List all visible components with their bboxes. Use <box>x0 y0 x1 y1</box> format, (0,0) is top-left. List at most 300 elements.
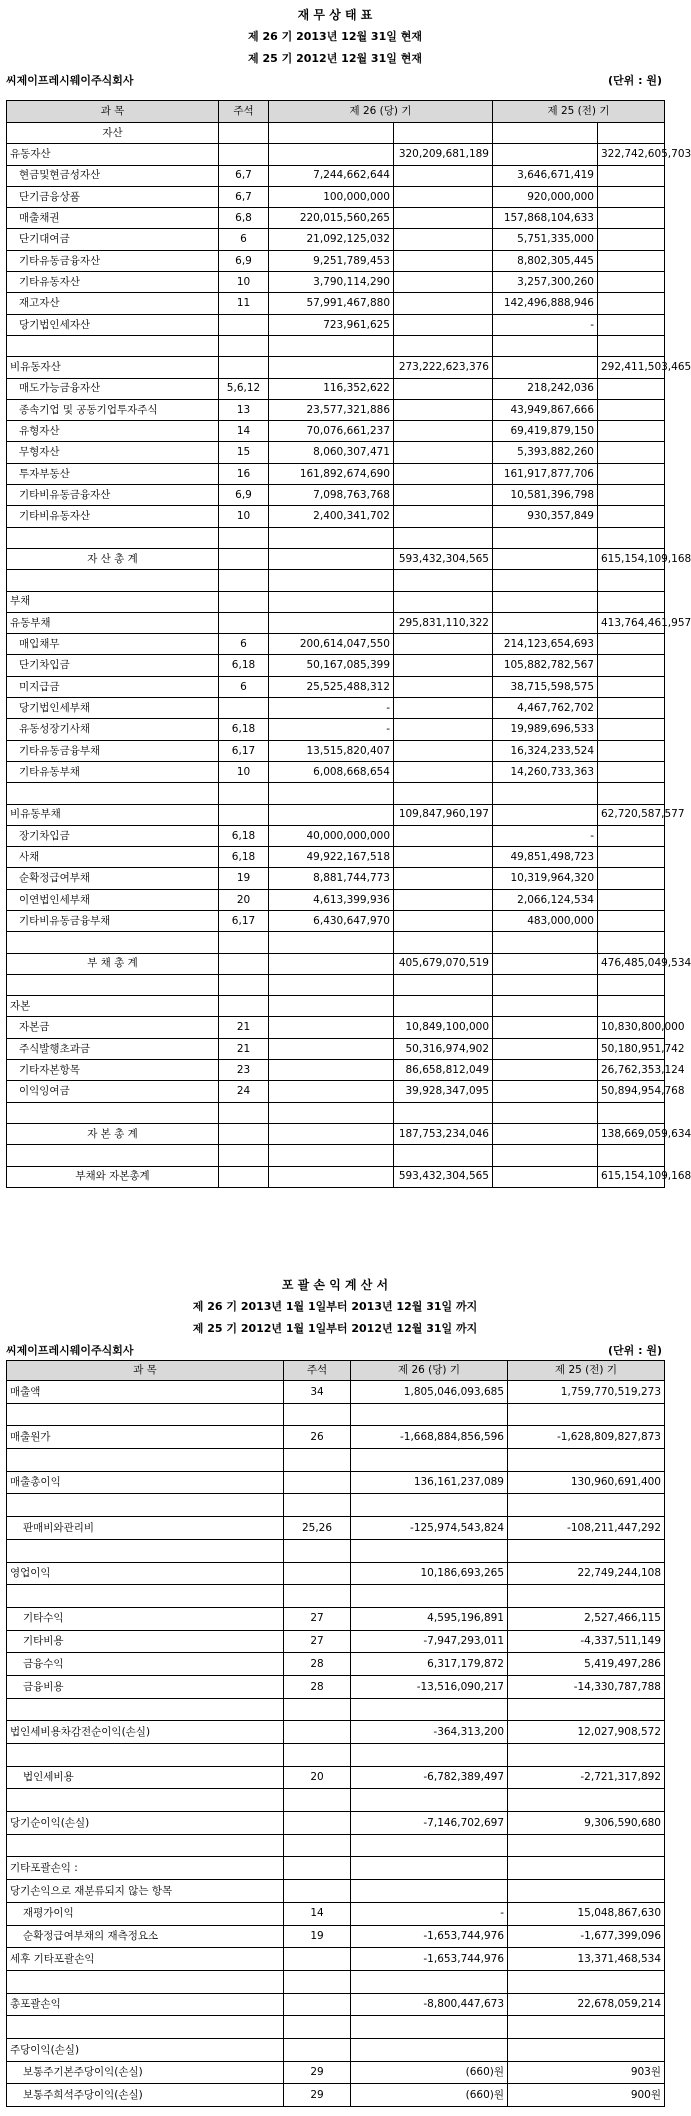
prior-period-amount: - <box>493 314 598 335</box>
prior-period-amount <box>598 719 665 740</box>
prior-period-amount <box>493 612 598 633</box>
current-period-amount <box>269 357 394 378</box>
note-ref <box>284 1880 351 1903</box>
balance-sheet-company: 씨제이프레시웨이주식회사 <box>6 74 134 87</box>
prior-period-amount <box>493 932 598 953</box>
note-ref <box>219 591 269 612</box>
current-period-amount <box>394 527 493 548</box>
prior-period-amount <box>508 2038 665 2061</box>
table-row <box>7 591 665 612</box>
account-name: 비유동부채 <box>7 804 219 825</box>
prior-period-amount <box>598 996 665 1017</box>
table-row <box>7 974 665 995</box>
account-name <box>7 1834 284 1857</box>
income-statement-table <box>6 1360 665 2107</box>
current-period-amount: 7,244,662,644 <box>269 165 394 186</box>
current-period-amount <box>394 847 493 868</box>
prior-period-amount <box>508 1698 665 1721</box>
note-ref <box>284 1744 351 1767</box>
current-period-amount: 116,352,622 <box>269 378 394 399</box>
note-ref <box>219 698 269 719</box>
prior-period-amount <box>508 2016 665 2039</box>
current-period-amount: -8,800,447,673 <box>351 1993 508 2016</box>
current-period-amount: - <box>269 719 394 740</box>
current-period-amount: 57,991,467,880 <box>269 293 394 314</box>
account-name: 매출액 <box>7 1381 284 1404</box>
current-period-amount: 405,679,070,519 <box>394 953 493 974</box>
current-period-amount: 100,000,000 <box>269 186 394 207</box>
note-ref: 6,17 <box>219 910 269 931</box>
note-ref <box>219 123 269 144</box>
account-name <box>7 1403 284 1426</box>
note-ref <box>284 1403 351 1426</box>
prior-period-amount <box>508 1834 665 1857</box>
current-period-amount <box>394 229 493 250</box>
note-ref <box>284 1834 351 1857</box>
note-ref: 6,18 <box>219 655 269 676</box>
note-ref: 10 <box>219 506 269 527</box>
current-period-amount <box>394 655 493 676</box>
account-name: 법인세비용차감전순이익(손실) <box>7 1721 284 1744</box>
current-period-amount: 6,008,668,654 <box>269 761 394 782</box>
note-ref <box>219 335 269 356</box>
note-ref: 29 <box>284 2061 351 2084</box>
table-row <box>7 676 665 697</box>
current-period-amount: 109,847,960,197 <box>394 804 493 825</box>
current-period-amount: 4,595,196,891 <box>351 1607 508 1630</box>
account-name <box>7 570 219 591</box>
prior-period-amount: - <box>493 825 598 846</box>
table-row <box>7 1517 665 1540</box>
note-ref <box>219 1123 269 1144</box>
current-period-amount <box>269 804 394 825</box>
note-ref <box>219 527 269 548</box>
note-ref: 6,7 <box>219 186 269 207</box>
income-statement-title: 포 괄 손 익 계 산 서 <box>281 1278 389 1292</box>
note-ref: 6 <box>219 229 269 250</box>
note-ref: 13 <box>219 399 269 420</box>
col-header-account: 과 목 <box>7 1361 284 1381</box>
note-ref: 23 <box>219 1060 269 1081</box>
current-period-amount <box>351 1403 508 1426</box>
current-period-amount: 6,317,179,872 <box>351 1653 508 1676</box>
prior-period-amount: 14,260,733,363 <box>493 761 598 782</box>
prior-period-amount <box>598 1145 665 1166</box>
col-header-prior-period: 제 25 (전) 기 <box>508 1361 665 1381</box>
current-period-amount <box>394 442 493 463</box>
current-period-amount <box>269 996 394 1017</box>
current-period-amount <box>394 570 493 591</box>
account-name: 유동성장기사채 <box>7 719 219 740</box>
note-ref: 6,17 <box>219 740 269 761</box>
current-period-amount <box>351 1494 508 1517</box>
income-statement-period-current: 제 26 기 2013년 1월 1일부터 2013년 12월 31일 까지 <box>192 1300 478 1313</box>
current-period-amount <box>269 123 394 144</box>
current-period-amount <box>394 272 493 293</box>
current-period-amount <box>394 868 493 889</box>
account-name: 단기대여금 <box>7 229 219 250</box>
current-period-amount <box>269 1038 394 1059</box>
table-row <box>7 1789 665 1812</box>
prior-period-amount: 2,066,124,534 <box>493 889 598 910</box>
prior-period-amount <box>508 1539 665 1562</box>
prior-period-amount <box>598 250 665 271</box>
table-row <box>7 761 665 782</box>
account-name: 재평가이익 <box>7 1902 284 1925</box>
note-ref: 20 <box>219 889 269 910</box>
table-row <box>7 1166 665 1187</box>
table-row <box>7 293 665 314</box>
table-row <box>7 463 665 484</box>
table-row <box>7 421 665 442</box>
current-period-amount <box>269 335 394 356</box>
account-name <box>7 1102 219 1123</box>
table-row <box>7 506 665 527</box>
prior-period-amount: 2,527,466,115 <box>508 1607 665 1630</box>
current-period-amount <box>394 1145 493 1166</box>
current-period-amount: 187,753,234,046 <box>394 1123 493 1144</box>
note-ref <box>284 2038 351 2061</box>
note-ref <box>219 932 269 953</box>
prior-period-amount <box>598 378 665 399</box>
current-period-amount <box>351 1789 508 1812</box>
account-name <box>7 974 219 995</box>
table-row <box>7 1381 665 1404</box>
prior-period-amount <box>493 783 598 804</box>
table-row <box>7 1857 665 1880</box>
current-period-amount <box>269 1102 394 1123</box>
table-row <box>7 1449 665 1472</box>
balance-sheet-unit: (단위 : 원) <box>608 74 662 87</box>
table-row <box>7 1970 665 1993</box>
table-row <box>7 1494 665 1517</box>
current-period-amount <box>394 719 493 740</box>
note-ref: 28 <box>284 1653 351 1676</box>
account-name: 기타유동부채 <box>7 761 219 782</box>
prior-period-amount: 900원 <box>508 2084 665 2107</box>
prior-period-amount <box>493 1166 598 1187</box>
account-name <box>7 2016 284 2039</box>
prior-period-amount: 920,000,000 <box>493 186 598 207</box>
account-name: 유형자산 <box>7 421 219 442</box>
current-period-amount: 136,161,237,089 <box>351 1471 508 1494</box>
current-period-amount <box>269 570 394 591</box>
table-row <box>7 314 665 335</box>
note-ref <box>284 1857 351 1880</box>
account-name: 자산 <box>7 123 219 144</box>
current-period-amount <box>394 335 493 356</box>
account-name: 투자부동산 <box>7 463 219 484</box>
account-name: 자본금 <box>7 1017 219 1038</box>
account-name: 사채 <box>7 847 219 868</box>
prior-period-amount <box>493 144 598 165</box>
table-row <box>7 250 665 271</box>
prior-period-amount <box>493 1060 598 1081</box>
current-period-amount: 8,881,744,773 <box>269 868 394 889</box>
current-period-amount <box>269 1145 394 1166</box>
prior-period-amount: 476,485,049,534 <box>598 953 665 974</box>
prior-period-amount <box>598 293 665 314</box>
note-ref <box>219 974 269 995</box>
prior-period-amount <box>598 676 665 697</box>
account-name: 기타유동금융부채 <box>7 740 219 761</box>
account-name: 단기금융상품 <box>7 186 219 207</box>
current-period-amount: 4,613,399,936 <box>269 889 394 910</box>
current-period-amount <box>394 932 493 953</box>
current-period-amount: 593,432,304,565 <box>394 548 493 569</box>
current-period-amount <box>394 123 493 144</box>
prior-period-amount <box>598 1102 665 1123</box>
current-period-amount: -125,974,543,824 <box>351 1517 508 1540</box>
col-header-note: 주석 <box>284 1361 351 1381</box>
table-row <box>7 570 665 591</box>
account-name: 미지급금 <box>7 676 219 697</box>
current-period-amount <box>394 485 493 506</box>
income-statement-period-prior: 제 25 기 2012년 1월 1일부터 2012년 12월 31일 까지 <box>192 1322 478 1335</box>
prior-period-amount: 157,868,104,633 <box>493 208 598 229</box>
prior-period-amount <box>598 463 665 484</box>
current-period-amount <box>269 527 394 548</box>
table-row <box>7 272 665 293</box>
current-period-amount <box>269 953 394 974</box>
note-ref: 11 <box>219 293 269 314</box>
prior-period-amount <box>493 335 598 356</box>
note-ref: 25,26 <box>284 1517 351 1540</box>
note-ref <box>284 1993 351 2016</box>
account-name: 단기차입금 <box>7 655 219 676</box>
account-name: 재고자산 <box>7 293 219 314</box>
prior-period-amount <box>493 1038 598 1059</box>
current-period-amount: 320,209,681,189 <box>394 144 493 165</box>
income-statement-company: 씨제이프레시웨이주식회사 <box>6 1344 134 1357</box>
current-period-amount: 70,076,661,237 <box>269 421 394 442</box>
prior-period-amount: 50,894,954,768 <box>598 1081 665 1102</box>
account-name: 유동자산 <box>7 144 219 165</box>
current-period-amount <box>394 634 493 655</box>
current-period-amount: 50,316,974,902 <box>394 1038 493 1059</box>
account-name: 판매비와관리비 <box>7 1517 284 1540</box>
prior-period-amount: 22,678,059,214 <box>508 1993 665 2016</box>
current-period-amount: 220,015,560,265 <box>269 208 394 229</box>
current-period-amount: 161,892,674,690 <box>269 463 394 484</box>
current-period-amount: 7,098,763,768 <box>269 485 394 506</box>
prior-period-amount <box>493 123 598 144</box>
table-row <box>7 740 665 761</box>
current-period-amount <box>394 761 493 782</box>
table-row <box>7 2061 665 2084</box>
current-period-amount <box>394 698 493 719</box>
prior-period-amount: 130,960,691,400 <box>508 1471 665 1494</box>
prior-period-amount <box>598 506 665 527</box>
current-period-amount: - <box>351 1902 508 1925</box>
prior-period-amount <box>598 825 665 846</box>
current-period-amount <box>394 740 493 761</box>
prior-period-amount <box>493 1017 598 1038</box>
balance-sheet-period-prior: 제 25 기 2012년 12월 31일 현재 <box>248 52 422 65</box>
current-period-amount: (660)원 <box>351 2061 508 2084</box>
prior-period-amount <box>598 634 665 655</box>
prior-period-amount <box>598 442 665 463</box>
table-row <box>7 485 665 506</box>
current-period-amount <box>269 591 394 612</box>
account-name: 기타비유동금융자산 <box>7 485 219 506</box>
prior-period-amount: 413,764,461,957 <box>598 612 665 633</box>
account-name: 장기차입금 <box>7 825 219 846</box>
table-row <box>7 1471 665 1494</box>
current-period-amount <box>351 1449 508 1472</box>
note-ref <box>284 1970 351 1993</box>
balance-sheet-title: 재 무 상 태 표 <box>297 8 373 22</box>
prior-period-amount <box>493 357 598 378</box>
prior-period-amount: 10,830,800,000 <box>598 1017 665 1038</box>
account-name: 자 산 총 계 <box>7 548 219 569</box>
account-name: 매출총이익 <box>7 1471 284 1494</box>
account-name: 금융수익 <box>7 1653 284 1676</box>
current-period-amount <box>394 250 493 271</box>
table-row <box>7 1607 665 1630</box>
account-name <box>7 1145 219 1166</box>
prior-period-amount <box>493 974 598 995</box>
prior-period-amount <box>598 527 665 548</box>
prior-period-amount: 10,581,396,798 <box>493 485 598 506</box>
current-period-amount <box>351 1539 508 1562</box>
account-name: 자본 <box>7 996 219 1017</box>
prior-period-amount: 50,180,951,742 <box>598 1038 665 1059</box>
current-period-amount <box>394 314 493 335</box>
current-period-amount: 3,790,114,290 <box>269 272 394 293</box>
note-ref <box>284 1449 351 1472</box>
table-row <box>7 208 665 229</box>
account-name: 당기법인세부채 <box>7 698 219 719</box>
note-ref: 19 <box>219 868 269 889</box>
prior-period-amount <box>493 591 598 612</box>
account-name: 매도가능금융자산 <box>7 378 219 399</box>
prior-period-amount: 1,759,770,519,273 <box>508 1381 665 1404</box>
income-statement-body <box>7 1381 665 2107</box>
table-row <box>7 1060 665 1081</box>
col-header-note: 주석 <box>219 101 269 123</box>
account-name: 보통주희석주당이익(손실) <box>7 2084 284 2107</box>
table-row <box>7 442 665 463</box>
account-name <box>7 1789 284 1812</box>
prior-period-amount: 3,257,300,260 <box>493 272 598 293</box>
note-ref <box>219 1166 269 1187</box>
note-ref <box>219 570 269 591</box>
table-row <box>7 2084 665 2107</box>
table-row <box>7 1880 665 1903</box>
table-row <box>7 1812 665 1835</box>
current-period-amount <box>394 783 493 804</box>
note-ref <box>284 1812 351 1835</box>
table-row <box>7 1993 665 2016</box>
table-row <box>7 847 665 868</box>
balance-sheet-table <box>6 100 691 1188</box>
account-name: 기타비유동자산 <box>7 506 219 527</box>
prior-period-amount: -1,677,399,096 <box>508 1925 665 1948</box>
table-row <box>7 953 665 974</box>
note-ref: 26 <box>284 1426 351 1449</box>
prior-period-amount: 903원 <box>508 2061 665 2084</box>
note-ref <box>284 2016 351 2039</box>
note-ref: 21 <box>219 1038 269 1059</box>
prior-period-amount <box>598 932 665 953</box>
prior-period-amount <box>598 335 665 356</box>
table-row <box>7 996 665 1017</box>
current-period-amount: 593,432,304,565 <box>394 1166 493 1187</box>
prior-period-amount <box>598 186 665 207</box>
account-name <box>7 1744 284 1767</box>
table-row <box>7 889 665 910</box>
table-row <box>7 783 665 804</box>
prior-period-amount <box>508 1403 665 1426</box>
prior-period-amount: -108,211,447,292 <box>508 1517 665 1540</box>
table-row <box>7 1038 665 1059</box>
prior-period-amount <box>598 740 665 761</box>
prior-period-amount <box>508 1585 665 1608</box>
note-ref <box>284 1948 351 1971</box>
current-period-amount: 10,849,100,000 <box>394 1017 493 1038</box>
prior-period-amount <box>598 889 665 910</box>
prior-period-amount: 12,027,908,572 <box>508 1721 665 1744</box>
prior-period-amount <box>598 698 665 719</box>
prior-period-amount <box>508 1494 665 1517</box>
account-name: 총포괄손익 <box>7 1993 284 2016</box>
current-period-amount: 295,831,110,322 <box>394 612 493 633</box>
prior-period-amount <box>493 570 598 591</box>
current-period-amount <box>269 1166 394 1187</box>
account-name: 금융비용 <box>7 1675 284 1698</box>
prior-period-amount <box>508 1970 665 1993</box>
current-period-amount: -13,516,090,217 <box>351 1675 508 1698</box>
note-ref <box>219 144 269 165</box>
prior-period-amount: 214,123,654,693 <box>493 634 598 655</box>
prior-period-amount: 218,242,036 <box>493 378 598 399</box>
prior-period-amount <box>493 996 598 1017</box>
note-ref: 6,18 <box>219 825 269 846</box>
current-period-amount <box>394 421 493 442</box>
table-row <box>7 1145 665 1166</box>
prior-period-amount: 138,669,059,634 <box>598 1123 665 1144</box>
table-row <box>7 1630 665 1653</box>
prior-period-amount: 16,324,233,524 <box>493 740 598 761</box>
note-ref: 6,9 <box>219 485 269 506</box>
account-name: 이익잉여금 <box>7 1081 219 1102</box>
current-period-amount <box>394 186 493 207</box>
table-row <box>7 1834 665 1857</box>
current-period-amount: -6,782,389,497 <box>351 1766 508 1789</box>
current-period-amount <box>351 1970 508 1993</box>
table-row <box>7 1426 665 1449</box>
current-period-amount: -1,653,744,976 <box>351 1948 508 1971</box>
account-name <box>7 1539 284 1562</box>
table-row <box>7 1403 665 1426</box>
account-name: 기타포괄손익 : <box>7 1857 284 1880</box>
table-row <box>7 357 665 378</box>
account-name <box>7 932 219 953</box>
current-period-amount <box>394 1102 493 1123</box>
current-period-amount <box>394 463 493 484</box>
col-header-account: 과 목 <box>7 101 219 123</box>
account-name <box>7 1494 284 1517</box>
note-ref: 20 <box>284 1766 351 1789</box>
note-ref <box>219 804 269 825</box>
current-period-amount: 25,525,488,312 <box>269 676 394 697</box>
current-period-amount <box>351 2016 508 2039</box>
note-ref: 6 <box>219 634 269 655</box>
prior-period-amount <box>598 783 665 804</box>
table-row <box>7 655 665 676</box>
note-ref: 10 <box>219 761 269 782</box>
